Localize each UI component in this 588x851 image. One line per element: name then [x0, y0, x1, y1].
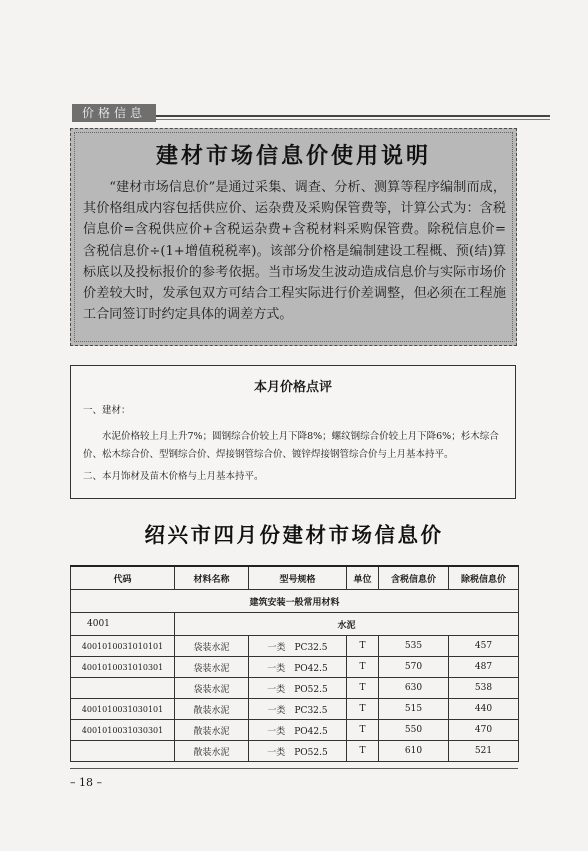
- cell-spec: 一类 PC32.5: [249, 636, 347, 657]
- header-rule: [156, 115, 550, 117]
- header-spec: 型号规格: [249, 566, 347, 590]
- cell-spec: 一类 PO42.5: [249, 720, 347, 741]
- cell-name: 袋装水泥: [175, 636, 249, 657]
- intro-box: [70, 128, 517, 346]
- cell-tax-price: 570: [379, 657, 449, 678]
- header-rule-thin: [156, 119, 550, 120]
- cell-code: 4001010031030301: [71, 720, 175, 741]
- header-tax-price: 含税信息价: [379, 566, 449, 590]
- cell-tax-price: 550: [379, 720, 449, 741]
- review-line-1: 一、建材：: [83, 405, 131, 416]
- group-name: 水泥: [175, 613, 519, 636]
- group-row: [71, 613, 519, 636]
- review-line-2: 水泥价格较上月上升7%；圆钢综合价较上月下降8%；螺纹钢综合价较上月下降6%；杉木综合价、松木综合价、型钢综合价、焊接钢管综合价、镀锌焊接钢管综合价与上月基本持平。: [83, 431, 499, 460]
- cell-code: 4001010031010301: [71, 657, 175, 678]
- cell-tax-price: 535: [379, 636, 449, 657]
- group-code: 4001: [71, 613, 175, 636]
- cell-name: 散装水泥: [175, 699, 249, 720]
- table-header-row: [71, 566, 519, 590]
- cell-name: 袋装水泥: [175, 678, 249, 699]
- intro-text: “建材市场信息价”是通过采集、调查、分析、测算等程序编制而成，其价格组成内容包括供应价、运杂费及采购保管费等，计算公式为：含税信息价=含税供应价+含税运杂费+含税材料采购保管费。除税信息价=含税信息价÷(1+增值税税率)。该部分价格是编制建设工程概、预(结)算标底以及投标报价的参考依据。当市场发生波动造成信息价与实际市场价价差较大时，发承包双方可结合工程实际进行价差调整，但必须在工程施工合同签订时约定具体的调差方式。: [83, 180, 506, 323]
- intro-title: 建材市场信息价使用说明: [155, 144, 431, 169]
- cell-name: 袋装水泥: [175, 657, 249, 678]
- cell-unit: T: [347, 636, 379, 657]
- cell-net-price: 521: [449, 741, 519, 762]
- cell-unit: T: [347, 657, 379, 678]
- cell-unit: T: [347, 699, 379, 720]
- table-row: [71, 678, 519, 699]
- header-unit: 单位: [347, 566, 379, 590]
- table-row: [71, 720, 519, 741]
- cell-code: [71, 678, 175, 699]
- table-row: [71, 699, 519, 720]
- cell-code: 4001010031030101: [71, 699, 175, 720]
- cell-unit: T: [347, 741, 379, 762]
- cell-name: 散装水泥: [175, 720, 249, 741]
- category-label: 建筑安装一般常用材料: [71, 590, 519, 613]
- price-table: [70, 565, 519, 762]
- header-name: 材料名称: [175, 566, 249, 590]
- cell-spec: 一类 PC32.5: [249, 699, 347, 720]
- review-title: 本月价格点评: [253, 380, 332, 395]
- cell-code: [71, 741, 175, 762]
- cell-unit: T: [347, 720, 379, 741]
- section-tab: 价格信息: [72, 104, 156, 122]
- main-title: 绍兴市四月份建材市场信息价: [144, 523, 444, 547]
- header-net-price: 除税信息价: [449, 566, 519, 590]
- table-row: [71, 741, 519, 762]
- cell-spec: 一类 PO52.5: [249, 678, 347, 699]
- cell-net-price: 470: [449, 720, 519, 741]
- table-row: [71, 657, 519, 678]
- cell-unit: T: [347, 678, 379, 699]
- cell-spec: 一类 PO52.5: [249, 741, 347, 762]
- cell-name: 散装水泥: [175, 741, 249, 762]
- review-box: [70, 365, 516, 499]
- cell-net-price: 457: [449, 636, 519, 657]
- cell-tax-price: 610: [379, 741, 449, 762]
- page-number: – 18 –: [70, 776, 102, 789]
- review-line-3: 二、本月饰材及苗木价格与上月基本持平。: [83, 471, 264, 482]
- cell-net-price: 538: [449, 678, 519, 699]
- header-code: 代码: [71, 566, 175, 590]
- cell-net-price: 440: [449, 699, 519, 720]
- cell-code: 4001010031010101: [71, 636, 175, 657]
- cell-tax-price: 630: [379, 678, 449, 699]
- cell-net-price: 487: [449, 657, 519, 678]
- cell-tax-price: 515: [379, 699, 449, 720]
- footer-rule: [70, 768, 518, 769]
- cell-spec: 一类 PO42.5: [249, 657, 347, 678]
- category-row: [71, 590, 519, 613]
- table-row: [71, 636, 519, 657]
